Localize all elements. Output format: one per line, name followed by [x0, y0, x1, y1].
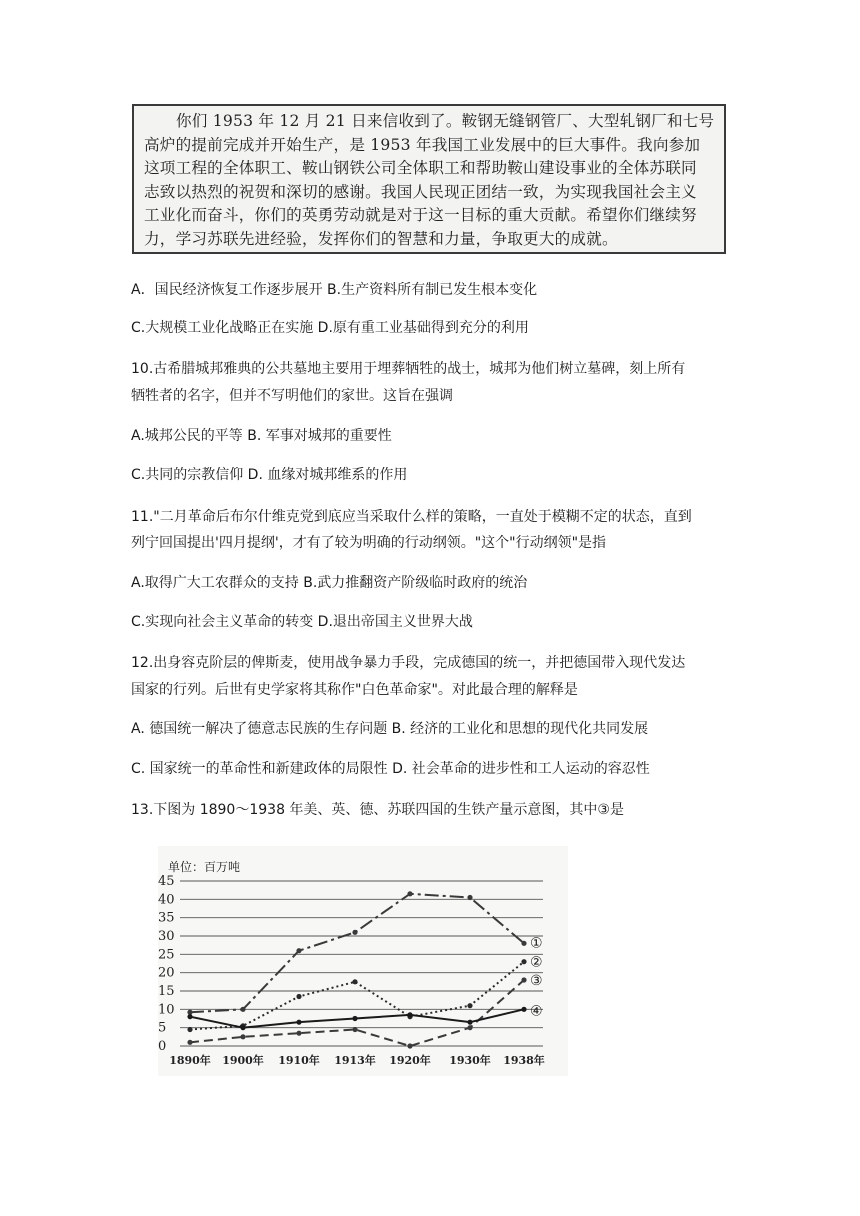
y-tick-label: 20	[158, 965, 175, 981]
series-line	[190, 980, 524, 1046]
q10-stem-line-2: 牺牲者的名字，但并不写明他们的家世。这旨在强调	[131, 388, 453, 404]
q12-options-ab: A. 德国统一解决了德意志民族的生存问题 B. 经济的工业化和思想的现代化共同发展	[131, 721, 649, 737]
chart-gridlines	[180, 881, 543, 1046]
quote-line: 这项工程的全体职工、鞍山钢铁公司全体职工和帮助鞍山建设事业的全体苏联同	[144, 159, 697, 178]
series-label: ③	[530, 973, 543, 989]
y-tick-label: 15	[158, 984, 175, 999]
q10-options-ab: A.城邦公民的平等 B. 军事对城邦的重要性	[131, 428, 392, 444]
x-tick-label: 1900年	[222, 1054, 264, 1067]
series-label: ④	[530, 1003, 543, 1020]
q12-stem-line-1: 12.出身容克阶层的俾斯麦，使用战争暴力手段，完成德国的统一，并把德国带入现代发达	[131, 655, 686, 671]
data-point	[407, 1043, 412, 1048]
quote-line: 工业化而奋斗，你们的英勇劳动就是对于这一目标的重大贡献。希望你们继续努	[144, 206, 697, 225]
quote-line: 志致以热烈的祝贺和深切的感谢。我国人民现正团结一致，为实现我国社会主义	[144, 182, 697, 201]
data-point	[296, 1020, 301, 1025]
q12-stem-line-2: 国家的行列。后世有史学家将其称作"白色革命家"。对此最合理的解释是	[131, 682, 578, 698]
data-point	[296, 1031, 301, 1036]
q9-options-ab: A．国民经济恢复工作逐步展开 B.生产资料所有制已发生根本变化	[131, 282, 538, 298]
q11-options-cd: C.实现向社会主义革命的转变 D.退出帝国主义世界大战	[131, 614, 473, 630]
data-point	[467, 1020, 472, 1025]
data-point	[467, 1003, 472, 1008]
pig-iron-output-chart	[158, 846, 568, 1076]
chart-series-labels	[530, 935, 543, 1019]
data-point	[240, 1034, 245, 1039]
x-tick-label: 1930年	[449, 1054, 491, 1067]
data-point	[187, 1040, 192, 1045]
data-point	[521, 959, 526, 964]
quote-line: 力，学习苏联先进经验，发挥你们的智慧和力量，争取更大的成就。	[144, 229, 618, 248]
series-line	[190, 894, 524, 1012]
y-tick-label: 0	[158, 1039, 167, 1054]
data-point	[352, 1027, 357, 1032]
chart-x-ticks	[169, 1053, 545, 1067]
data-point	[467, 895, 472, 900]
data-point	[240, 1007, 245, 1012]
chart-series	[187, 891, 526, 1048]
data-point	[352, 979, 357, 984]
quote-line: 高炉的提前完成并开始生产，是 1953 年我国工业发展中的巨大事件。我向参加	[144, 135, 701, 154]
y-tick-label: 45	[158, 874, 175, 889]
data-point	[352, 1016, 357, 1021]
q9-options-cd: C.大规模工业化战略正在实施 D.原有重工业基础得到充分的利用	[131, 320, 529, 336]
series-label: ①	[530, 935, 543, 952]
data-point	[296, 994, 301, 999]
x-tick-label: 1913年	[334, 1054, 376, 1067]
q11-stem-line-2: 列宁回国提出'四月提纲'，才有了较为明确的行动纲领。"这个"行动纲领"是指	[131, 535, 607, 551]
quote-line: 你们 1953 年 12 月 21 日来信收到了。鞍钢无缝钢管厂、大型轧钢厂和七号	[176, 112, 715, 130]
series-label: ②	[530, 954, 543, 971]
q10-stem-line-1: 10.古希腊城邦雅典的公共墓地主要用于埋葬牺牲的战士，城邦为他们树立墓碑，刻上所有	[131, 361, 686, 377]
q13-stem: 13.下图为 1890～1938 年美、英、德、苏联四国的生铁产量示意图，其中③是	[131, 802, 624, 818]
x-tick-label: 1938年	[503, 1054, 545, 1067]
x-tick-label: 1910年	[278, 1054, 320, 1067]
y-tick-label: 35	[158, 910, 175, 926]
q10-options-cd: C.共同的宗教信仰 D. 血缘对城邦维系的作用	[131, 467, 408, 483]
data-point	[240, 1025, 245, 1030]
chart-y-ticks	[158, 874, 175, 1054]
q11-options-ab: A.取得广大工农群众的支持 B.武力推翻资产阶级临时政府的统治	[131, 575, 528, 591]
data-point	[187, 1027, 192, 1032]
data-point	[296, 948, 301, 953]
data-point	[407, 891, 412, 896]
data-point	[521, 977, 526, 982]
data-point	[521, 1007, 526, 1012]
chart-unit-label: 单位：百万吨	[168, 860, 241, 874]
data-point	[467, 1025, 472, 1030]
data-point	[187, 1014, 192, 1019]
y-tick-label: 10	[158, 1002, 175, 1018]
line-chart-svg	[158, 846, 568, 1076]
y-tick-label: 5	[158, 1020, 167, 1036]
q11-stem-line-1: 11."二月革命后布尔什维克党到底应当采取什么样的策略，一直处于模糊不定的状态，直到	[131, 509, 692, 525]
y-tick-label: 25	[158, 947, 175, 963]
data-point	[352, 930, 357, 935]
data-point	[521, 941, 526, 946]
y-tick-label: 40	[158, 892, 175, 908]
x-tick-label: 1890年	[169, 1054, 211, 1067]
q12-options-cd: C. 国家统一的革命性和新建政体的局限性 D. 社会革命的进步性和工人运动的容忍性	[131, 761, 650, 777]
x-tick-label: 1920年	[389, 1054, 431, 1067]
quote-excerpt-box	[132, 104, 726, 254]
y-tick-label: 30	[158, 929, 175, 944]
data-point	[407, 1012, 412, 1017]
